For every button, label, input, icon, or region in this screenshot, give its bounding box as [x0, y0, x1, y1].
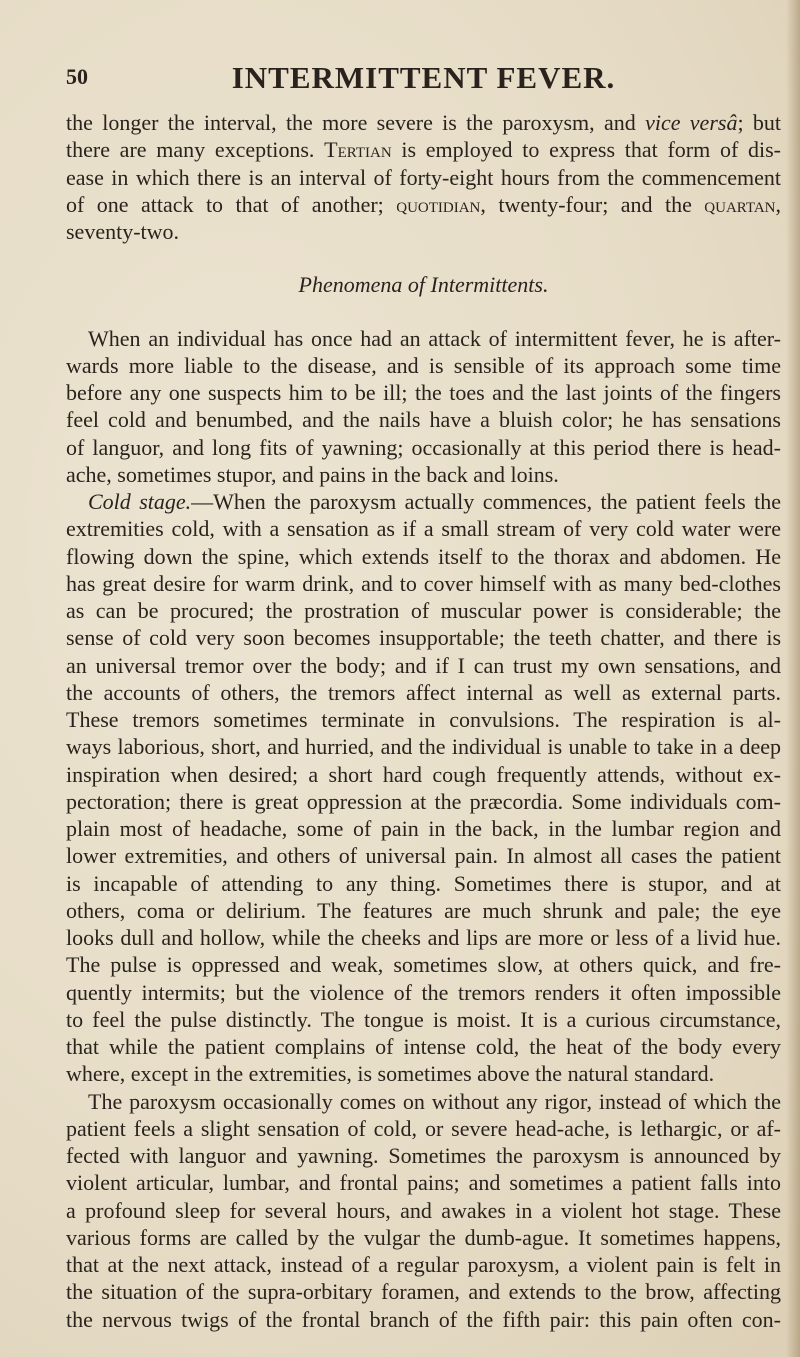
- text-segment: of one attack to that of another;: [66, 191, 397, 217]
- text-segment: violent articular, lumbar, and frontal pains; and sometimes a patient falls into: [66, 1170, 781, 1196]
- text-line: [66, 191, 781, 218]
- text-segment: the situation of the supra-orbitary foramen, and extends to the brow, affecting: [66, 1279, 781, 1305]
- text-line: [66, 597, 781, 624]
- text-line: [66, 136, 781, 163]
- text-line: [66, 1060, 781, 1087]
- text-segment: When an individual has once had an attack of intermittent fever, he is after-: [88, 325, 781, 351]
- text-line: [66, 406, 781, 433]
- text-segment: that at the next attack, instead of a regular paroxysm, a violent pain is felt in: [66, 1252, 781, 1277]
- text-line: [66, 379, 781, 406]
- text-segment: flowing down the spine, which extends itself to the thorax and abdomen. He: [66, 543, 781, 569]
- text-line: [66, 164, 781, 191]
- text-segment: an universal tremor over the body; and if I can trust my own sensations, and: [66, 652, 781, 678]
- text-segment: pectoration; there is great oppression at the præcordia. Some individuals com-: [66, 788, 781, 814]
- text-segment: as can be procured; the prostration of muscular power is considerable; the: [66, 598, 781, 623]
- text-line: [66, 679, 781, 706]
- text-line: [66, 733, 781, 760]
- text-segment: patient feels a slight sensation of cold, or severe head-ache, is lethargic, or af-: [66, 1115, 781, 1141]
- text-segment: feel cold and benumbed, and the nails have a bluish color; he has sensations: [66, 407, 781, 433]
- text-line: [66, 1033, 781, 1060]
- page-body-text: [66, 109, 781, 1333]
- italic-text: Phenomena of Intermittents.: [298, 272, 549, 298]
- text-line: [66, 515, 781, 542]
- small-caps-term: quartan: [704, 191, 776, 217]
- text-segment: ache, sometimes stupor, and pains in the back and loins.: [66, 461, 559, 487]
- text-line: [66, 815, 781, 842]
- text-segment: lower extremities, and others of universal pain. In almost all cases the patient: [66, 843, 781, 869]
- book-spine-shadow: [786, 0, 800, 1357]
- text-segment: sense of cold very soon becomes insupportable; the teeth chatter, and there is: [66, 625, 781, 651]
- text-segment: The pulse is oppressed and weak, sometimes slow, at others quick, and fre-: [66, 952, 781, 978]
- text-line: [66, 1197, 781, 1224]
- text-segment: ,: [775, 191, 782, 217]
- text-line: [66, 543, 781, 570]
- italic-text: vice versâ: [645, 110, 738, 135]
- text-line: [66, 842, 781, 869]
- text-segment: fected with languor and yawning. Sometimes the paroxysm is announced by: [66, 1143, 781, 1168]
- small-caps-term: quotidian: [396, 191, 481, 217]
- text-line: [66, 870, 781, 897]
- text-line: [66, 1251, 781, 1278]
- text-line: [66, 788, 781, 815]
- text-line: [66, 434, 781, 461]
- small-caps-term: Tertian: [324, 137, 392, 163]
- text-segment: the longer the interval, the more severe is the paroxysm, and: [66, 110, 646, 135]
- text-segment: there are many exceptions.: [66, 137, 325, 163]
- text-line: [66, 897, 781, 924]
- text-segment: wards more liable to the disease, and is sensible of its approach some time: [66, 352, 781, 378]
- text-line: [66, 1115, 781, 1142]
- text-segment: to feel the pulse distinctly. The tongue is moist. It is a curious circumstance,: [66, 1006, 781, 1032]
- text-segment: others, coma or delirium. The features are much shrunk and pale; the eye: [66, 897, 781, 923]
- text-segment: the nervous twigs of the frontal branch of the fifth pair: this pain often con-: [66, 1306, 781, 1332]
- text-segment: quently intermits; but the violence of the tremors renders it often impossible: [66, 979, 781, 1005]
- text-segment: ways laborious, short, and hurried, and the individual is unable to take in a deep: [66, 734, 781, 760]
- text-segment: extremities cold, with a sensation as if a small stream of very cold water were: [66, 516, 781, 542]
- text-line: [66, 1224, 781, 1251]
- italic-text: Cold stage.: [88, 489, 192, 514]
- text-line: [66, 1306, 781, 1333]
- text-line: [66, 352, 781, 379]
- text-segment: The paroxysm occasionally comes on without any rigor, instead of which the: [88, 1088, 781, 1114]
- text-segment: has great desire for warm drink, and to cover himself with as many bed-clothes: [66, 570, 781, 596]
- text-line: [66, 570, 781, 597]
- text-line: [66, 109, 781, 136]
- text-segment: looks dull and hollow, while the cheeks and lips are more or less of a livid hue.: [66, 925, 781, 950]
- text-line: [66, 325, 781, 352]
- text-segment: the accounts of others, the tremors affect internal as well as external parts.: [66, 679, 781, 705]
- page-number: 50: [66, 64, 88, 89]
- text-line: [66, 1142, 781, 1169]
- text-line: [66, 1088, 781, 1115]
- text-segment: seventy-two.: [66, 219, 180, 244]
- running-header: [66, 60, 781, 94]
- text-segment: , twenty-four; and the: [480, 191, 705, 217]
- text-line: [66, 1169, 781, 1196]
- text-segment: is incapable of attending to any thing. Sometimes there is stupor, and at: [66, 870, 781, 896]
- text-segment: before any one suspects him to be ill; the toes and the last joints of the fingers: [66, 380, 781, 405]
- text-segment: that while the patient complains of intense cold, the heat of the body every: [66, 1034, 781, 1059]
- text-line: [66, 652, 781, 679]
- text-segment: —When the paroxysm actually commences, the patient feels the: [191, 489, 781, 514]
- text-line: [66, 761, 781, 788]
- text-segment: is employed to express that form of dis-: [391, 137, 781, 163]
- text-segment: inspiration when desired; a short hard cough frequently attends, without ex-: [66, 761, 781, 787]
- text-line: [66, 488, 781, 515]
- section-heading: [66, 271, 781, 298]
- running-title: INTERMITTENT FEVER.: [231, 60, 616, 95]
- text-line: [66, 979, 781, 1006]
- text-line: [66, 461, 781, 488]
- text-segment: ease in which there is an interval of forty-eight hours from the commencement: [66, 164, 781, 190]
- text-segment: a profound sleep for several hours, and awakes in a violent hot stage. These: [66, 1197, 781, 1223]
- text-segment: These tremors sometimes terminate in convulsions. The respiration is al-: [66, 707, 781, 732]
- text-line: [66, 218, 781, 245]
- text-segment: plain most of headache, some of pain in the back, in the lumbar region and: [66, 816, 781, 841]
- text-segment: where, except in the extremities, is sometimes above the natural standard.: [66, 1061, 715, 1087]
- text-line: [66, 951, 781, 978]
- text-line: [66, 624, 781, 651]
- text-line: [66, 1278, 781, 1305]
- text-segment: ; but: [737, 110, 782, 135]
- text-line: [66, 706, 781, 733]
- text-segment: various forms are called by the vulgar the dumb-ague. It sometimes happens,: [66, 1224, 781, 1250]
- text-line: [66, 924, 781, 951]
- text-segment: of languor, and long fits of yawning; occasionally at this period there is head-: [66, 434, 781, 460]
- text-line: [66, 1006, 781, 1033]
